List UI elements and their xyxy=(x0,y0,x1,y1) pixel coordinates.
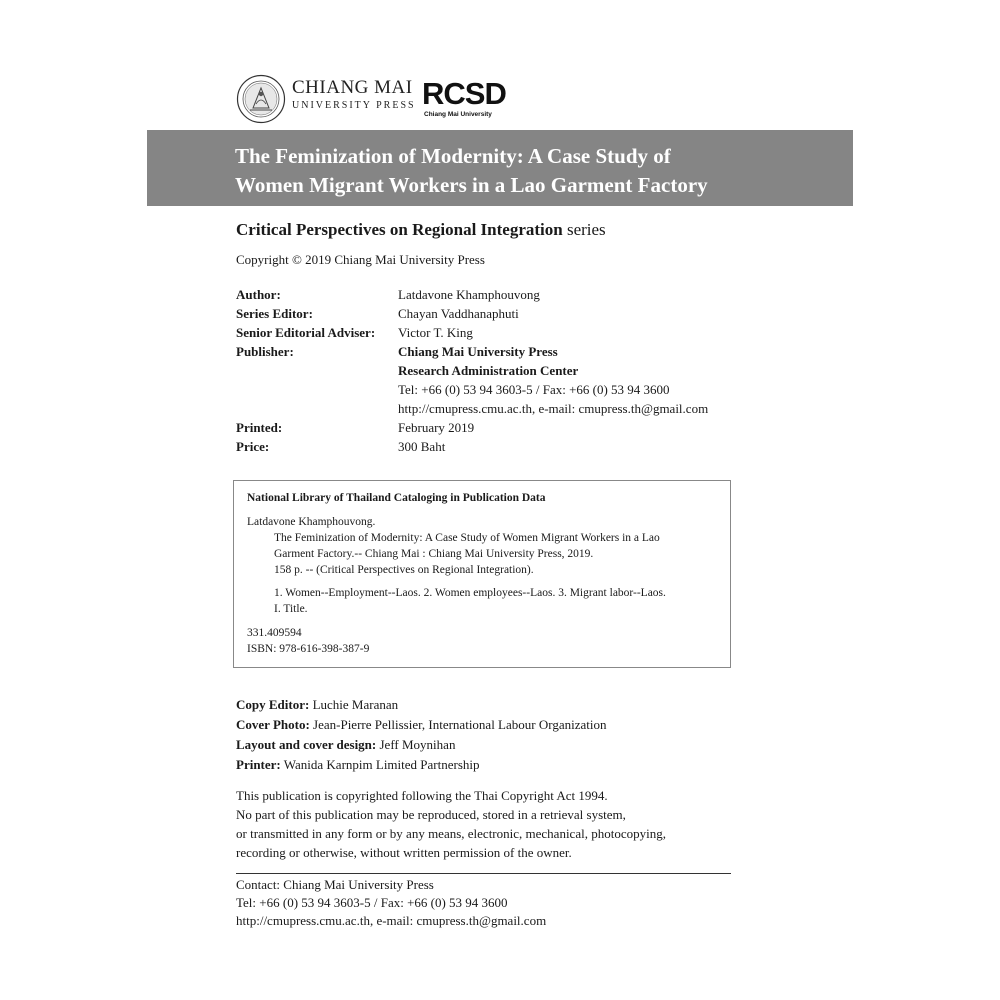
publisher-name: Chiang Mai University Press xyxy=(398,344,558,359)
cip-subjects-2: I. Title. xyxy=(274,603,308,615)
cip-author: Latdavone Khamphouvong. xyxy=(247,516,376,528)
rcsd-logo xyxy=(422,76,506,124)
cip-heading: National Library of Thailand Cataloging in Publication Data xyxy=(247,492,546,504)
copyright-line: Copyright © 2019 Chiang Mai University Press xyxy=(236,252,485,267)
cip-classification: 331.409594 xyxy=(247,627,302,639)
cmu-wordmark xyxy=(292,78,416,111)
series-name: Critical Perspectives on Regional Integration xyxy=(236,220,563,239)
rcsd-sub: Chiang Mai University xyxy=(424,111,492,118)
book-title-line-2: Women Migrant Workers in a Lao Garment Factory xyxy=(235,173,708,197)
series-line xyxy=(236,220,606,240)
printer-label: Printer: xyxy=(236,757,281,772)
notice-line-1: This publication is copyrighted following the Thai Copyright Act 1994. xyxy=(236,788,608,803)
contact-line-2: Tel: +66 (0) 53 94 3603-5 / Fax: +66 (0) 53 94 3600 xyxy=(236,895,508,910)
author-label: Author: xyxy=(236,287,281,302)
cover-photo-label: Cover Photo: xyxy=(236,717,310,732)
author-value: Latdavone Khamphouvong xyxy=(398,287,540,302)
divider xyxy=(236,873,731,874)
publisher-label: Publisher: xyxy=(236,344,294,359)
publisher-phone: Tel: +66 (0) 53 94 3603-5 / Fax: +66 (0) 53 94 3600 xyxy=(398,382,670,397)
credit-printer xyxy=(236,757,480,773)
printed-value: February 2019 xyxy=(398,420,475,435)
contact-line-1: Contact: Chiang Mai University Press xyxy=(236,877,434,892)
price-value: 300 Baht xyxy=(398,439,446,454)
copy-editor-label: Copy Editor: xyxy=(236,697,310,712)
cover-photo-value: Jean-Pierre Pellissier, International Labour Organization xyxy=(309,717,607,732)
book-title-line-1: The Feminization of Modernity: A Case Study of xyxy=(235,144,671,168)
cip-line-3: 158 p. -- (Critical Perspectives on Regional Integration). xyxy=(274,564,534,576)
cip-subjects-1: 1. Women--Employment--Laos. 2. Women employees--Laos. 3. Migrant labor--Laos. xyxy=(274,587,666,599)
senior-adviser-label: Senior Editorial Adviser: xyxy=(236,325,376,340)
notice-line-4: recording or otherwise, without written permission of the owner. xyxy=(236,845,572,860)
cmu-sub: UNIVERSITY PRESS xyxy=(292,100,416,111)
printer-value: Wanida Karnpim Limited Partnership xyxy=(280,757,480,772)
cmu-seal-icon xyxy=(236,74,286,124)
publisher-web: http://cmupress.cmu.ac.th, e-mail: cmupress.th@gmail.com xyxy=(398,401,709,416)
contact-line-3: http://cmupress.cmu.ac.th, e-mail: cmupress.th@gmail.com xyxy=(236,913,547,928)
cip-isbn: ISBN: 978-616-398-387-9 xyxy=(247,643,370,655)
publisher-center: Research Administration Center xyxy=(398,363,579,378)
rcsd-wordmark: RCSD xyxy=(422,76,506,111)
layout-value: Jeff Moynihan xyxy=(376,737,456,752)
price-label: Price: xyxy=(236,439,270,454)
notice-line-3: or transmitted in any form or by any means, electronic, mechanical, photocopying, xyxy=(236,826,666,841)
series-editor-label: Series Editor: xyxy=(236,306,313,321)
copy-editor-value: Luchie Maranan xyxy=(309,697,399,712)
cip-line-2: Garment Factory.-- Chiang Mai : Chiang Mai University Press, 2019. xyxy=(274,548,594,560)
series-suffix: series xyxy=(562,220,606,239)
cip-box xyxy=(233,480,731,668)
series-editor-value: Chayan Vaddhanaphuti xyxy=(398,306,519,321)
layout-label: Layout and cover design: xyxy=(236,737,377,752)
printed-label: Printed: xyxy=(236,420,283,435)
credit-copy-editor xyxy=(236,697,398,713)
credit-cover-photo xyxy=(236,717,606,733)
cip-line-1: The Feminization of Modernity: A Case Study of Women Migrant Workers in a Lao xyxy=(274,532,660,544)
notice-line-2: No part of this publication may be reproduced, stored in a retrieval system, xyxy=(236,807,626,822)
senior-adviser-value: Victor T. King xyxy=(398,325,473,340)
cmu-name: CHIANG MAI xyxy=(292,77,413,98)
title-band xyxy=(147,130,853,206)
credit-layout xyxy=(236,737,455,753)
